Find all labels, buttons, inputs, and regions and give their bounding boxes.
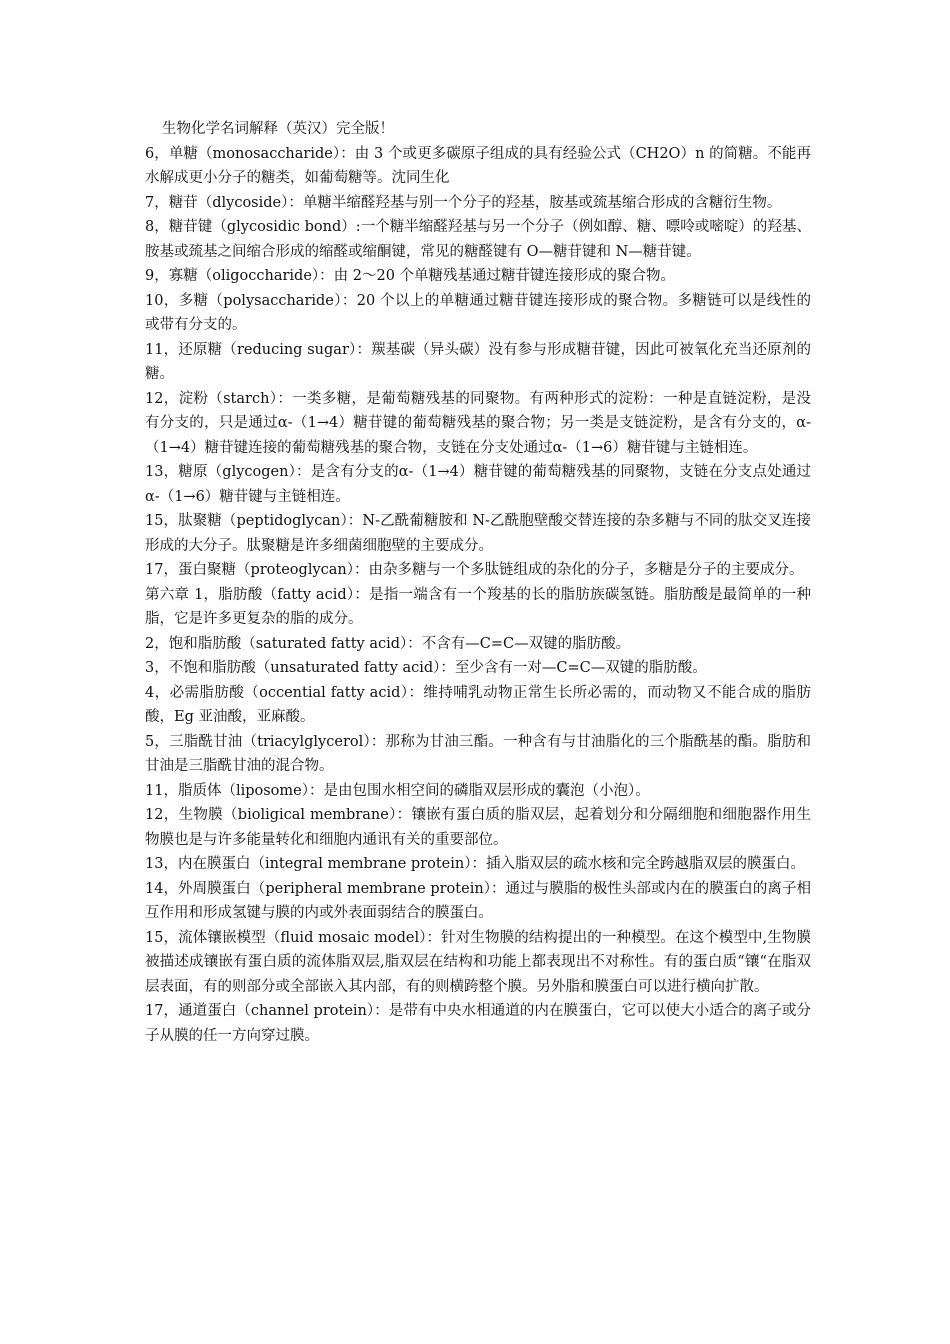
paragraph: 4，必需脂肪酸（occential fatty acid）：维持哺乳动物正常生长所必需的，而动物又不能合成的脂肪酸，Eg 亚油酸，亚麻酸。 — [145, 684, 811, 725]
paragraph: 6，单糖（monosaccharide）：由 3 个或更多碳原子组成的具有经验公式（CH2O）n 的简糖。不能再水解成更小分子的糖类，如葡萄糖等。沈同生化 — [145, 145, 811, 186]
document-body — [145, 117, 811, 1048]
paragraph: 13，内在膜蛋白（integral membrane protein）：插入脂双层的疏水核和完全跨越脂双层的膜蛋白。 — [145, 856, 805, 872]
paragraph: 14，外周膜蛋白（peripheral membrane protein）：通过与膜脂的极性头部或内在的膜蛋白的离子相互作用和形成氢键与膜的内或外表面弱结合的膜蛋白。 — [145, 880, 811, 921]
paragraph: 13，糖原（glycogen）：是含有分支的α-（1→4）糖苷键的葡萄糖残基的同聚物，支链在分支点处通过α-（1→6）糖苷键与主链相连。 — [145, 464, 811, 505]
document-title: 生物化学名词解释（英汉）完全版！ — [162, 121, 394, 137]
paragraph: 17，蛋白聚糖（proteoglycan）：由杂多糖与一个多肽链组成的杂化的分子，多糖是分子的主要成分。 — [145, 562, 804, 578]
paragraph: 5，三脂酰甘油（triacylglycerol）：那称为甘油三酯。一种含有与甘油脂化的三个脂酰基的酯。脂肪和甘油是三脂酰甘油的混合物。 — [145, 733, 811, 774]
paragraph: 3，不饱和脂肪酸（unsaturated fatty acid）：至少含有一对—C=C—双键的脂肪酸。 — [145, 660, 707, 676]
paragraph: 12，淀粉（starch）：一类多糖，是葡萄糖残基的同聚物。有两种形式的淀粉：一种是直链淀粉，是没有分支的，只是通过α-（1→4）糖苷键的葡萄糖残基的聚合物；另一类是支链淀粉，是含有分支的，α-（1→4）糖苷键连接的葡萄糖残基的聚合物，支链在分支处通过α-（1→6）糖苷键与主链相连。 — [145, 390, 811, 456]
paragraph: 15，流体镶嵌模型（fluid mosaic model）：针对生物膜的结构提出的一种模型。在这个模型中,生物膜被描述成镶嵌有蛋白质的流体脂双层,脂双层在结构和功能上都表现出不对称性。有的蛋白质“镶“在脂双层表面，有的则部分或全部嵌入其内部，有的则横跨整个膜。另外脂和膜蛋白可以进行横向扩散。 — [145, 929, 811, 995]
paragraph: 17，通道蛋白（channel protein）：是带有中央水相通道的内在膜蛋白，它可以使大小适合的离子或分子从膜的任一方向穿过膜。 — [145, 1003, 811, 1044]
paragraph: 9，寡糖（oligoccharide）：由 2～20 个单糖残基通过糖苷键连接形成的聚合物。 — [145, 268, 676, 284]
paragraph: 7，糖苷（dlycoside）：单糖半缩醛羟基与别一个分子的羟基，胺基或巯基缩合形成的含糖衍生物。 — [145, 194, 782, 211]
paragraph: 2，饱和脂肪酸（saturated fatty acid）：不含有—C=C—双键的脂肪酸。 — [145, 635, 631, 652]
paragraph: 12，生物膜（bioligical membrane）：镶嵌有蛋白质的脂双层，起着划分和分隔细胞和细胞器作用生物膜也是与许多能量转化和细胞内通讯有关的重要部位。 — [145, 807, 811, 848]
paragraph: 11，脂质体（liposome）：是由包围水相空间的磷脂双层形成的囊泡（小泡）。 — [145, 782, 650, 799]
paragraph: 10，多糖（polysaccharide）：20 个以上的单糖通过糖苷键连接形成的聚合物。多糖链可以是线性的或带有分支的。 — [145, 292, 811, 333]
paragraph: 11，还原糖（reducing sugar）：羰基碳（异头碳）没有参与形成糖苷键，因此可被氧化充当还原剂的糖。 — [145, 341, 811, 382]
paragraph: 15，肽聚糖（peptidoglycan）：N-乙酰葡糖胺和 N-乙酰胞壁酸交替连接的杂多糖与不同的肽交叉连接形成的大分子。肽聚糖是许多细菌细胞壁的主要成分。 — [145, 513, 811, 554]
paragraph: 8，糖苷键（glycosidic bond）:一个糖半缩醛羟基与另一个分子（例如醇、糖、嘌呤或嘧啶）的羟基、胺基或巯基之间缩合形成的缩醛或缩酮键，常见的糖醛键有 O—糖苷键和 N—糖苷键。 — [145, 219, 811, 260]
paragraph: 第六章 1，脂肪酸（fatty acid）：是指一端含有一个羧基的长的脂肪族碳氢链。脂肪酸是最简单的一种脂，它是许多更复杂的脂的成分。 — [145, 586, 811, 627]
